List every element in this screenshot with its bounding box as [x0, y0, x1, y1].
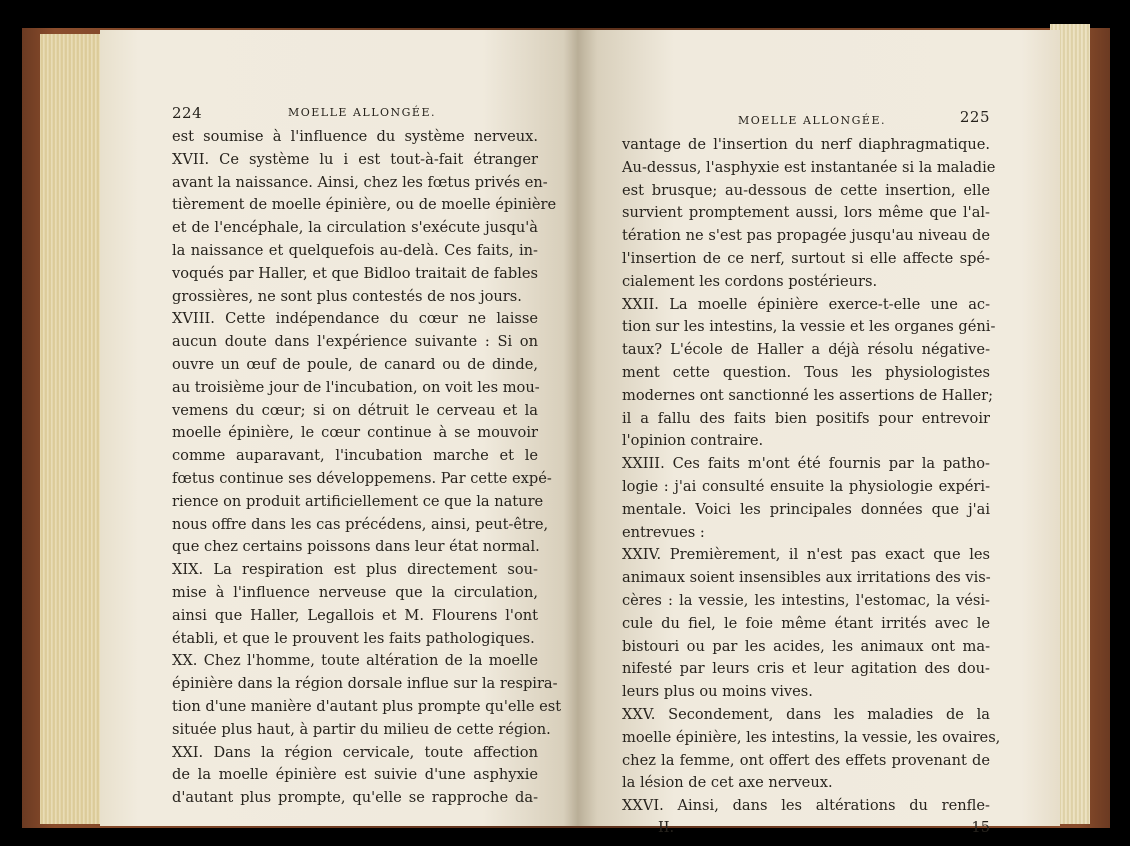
- text-line: survient promptement aussi, lors même que l'al-: [622, 204, 990, 222]
- text-line: entrevues :: [622, 523, 705, 541]
- text-line: moelle épinière, le cœur continue à se mouvoir: [172, 424, 538, 442]
- text-line: mise à l'influence nerveuse que la circulation,: [172, 583, 538, 601]
- text-line: tion sur les intestins, la vessie et les organes géni-: [622, 318, 996, 336]
- text-line: XXVI. Ainsi, dans les altérations du renfle-: [622, 797, 990, 815]
- text-line: XXIV. Premièrement, il n'est pas exact que les: [622, 546, 990, 564]
- text-line: nifesté par leurs cris et leur agitation des dou-: [622, 660, 990, 678]
- text-line: XXV. Secondement, dans les maladies de la: [622, 705, 990, 723]
- text-line: l'insertion de ce nerf, surtout si elle affecte spé-: [622, 249, 990, 267]
- text-line: fœtus continue ses développemens. Par cette expé-: [172, 469, 552, 487]
- text-line: tération ne s'est pas propagée jusqu'au niveau de: [622, 227, 990, 245]
- text-line: voqués par Haller, et que Bidloo traitait de fables: [172, 264, 538, 282]
- right-page-footer: [622, 819, 990, 841]
- text-line: épinière dans la région dorsale influe sur la respira-: [172, 675, 558, 693]
- text-line: chez la femme, ont offert des effets provenant de: [622, 751, 990, 769]
- text-line: ouvre un œuf de poule, de canard ou de dinde,: [172, 355, 538, 373]
- text-line: logie : j'ai consulté ensuite la physiologie expéri-: [622, 477, 990, 495]
- text-line: XXI. Dans la région cervicale, toute affection: [172, 743, 538, 761]
- text-line: taux? L'école de Haller a déjà résolu négative-: [622, 341, 990, 359]
- left-running-title: MOELLE ALLONGÉE.: [288, 106, 436, 119]
- text-line: l'opinion contraire.: [622, 432, 764, 450]
- right-page-header: [622, 108, 990, 134]
- left-page: [100, 30, 578, 826]
- text-line: moelle épinière, les intestins, la vessie, les ovaires,: [622, 728, 1001, 746]
- text-line: et de l'encéphale, la circulation s'exécute jusqu'à: [172, 219, 538, 237]
- text-line: est soumise à l'influence du système nerveux.: [172, 128, 538, 145]
- text-line: avant la naissance. Ainsi, chez les fœtus privés en-: [172, 173, 548, 191]
- text-line: animaux soient insensibles aux irritations des vis-: [622, 569, 991, 587]
- text-line: mentale. Voici les principales données que j'ai: [622, 500, 990, 518]
- text-line: d'autant plus prompte, qu'elle se rapproche da-: [172, 789, 538, 807]
- right-page-number: 225: [959, 108, 990, 126]
- text-line: XVII. Ce système lu i est tout-à-fait étranger: [172, 150, 538, 168]
- text-line: modernes ont sanctionné les assertions de Haller;: [622, 386, 994, 404]
- text-line: tièrement de moelle épinière, ou de moelle épinière: [172, 196, 557, 214]
- text-line: Au-dessus, l'asphyxie est instantanée si la maladie: [622, 158, 996, 176]
- text-line: comme auparavant, l'incubation marche et le: [172, 447, 538, 465]
- text-line: XIX. La respiration est plus directement sou-: [172, 561, 538, 579]
- text-line: XXII. La moelle épinière exerce-t-elle une ac-: [622, 295, 990, 313]
- text-line: cule du fiel, le foie même étant irrités avec le: [622, 614, 990, 632]
- signature-mark: II.: [658, 818, 675, 836]
- text-line: XXIII. Ces faits m'ont été fournis par la patho-: [622, 455, 990, 473]
- text-line: ment cette question. Tous les physiologistes: [622, 363, 990, 381]
- text-line: leurs plus ou moins vives.: [622, 683, 813, 701]
- text-line: tion d'une manière d'autant plus prompte qu'elle est: [172, 697, 562, 715]
- text-line: XVIII. Cette indépendance du cœur ne laisse: [172, 310, 538, 328]
- right-page: [578, 30, 1060, 836]
- text-line: grossières, ne sont plus contestés de nos jours.: [172, 287, 522, 305]
- right-running-title: MOELLE ALLONGÉE.: [738, 114, 886, 127]
- text-line: rience on produit artificiellement ce que la nature: [172, 492, 544, 510]
- text-line: il a fallu des faits bien positifs pour entrevoir: [622, 409, 990, 427]
- text-line: bistouri ou par les acides, les animaux ont ma-: [622, 637, 990, 655]
- text-line: la lésion de cet axe nerveux.: [622, 774, 833, 792]
- left-page-header: [172, 104, 538, 126]
- text-line: la naissance et quelquefois au-delà. Ces faits, in-: [172, 241, 538, 259]
- text-line: vemens du cœur; si on détruit le cerveau et la: [172, 401, 538, 419]
- text-line: de la moelle épinière est suivie d'une asphyxie: [172, 766, 538, 784]
- text-line: au troisième jour de l'incubation, on voit les mou-: [172, 378, 540, 396]
- right-page-text: [622, 134, 1001, 818]
- text-line: aucun doute dans l'expérience suivante : Si on: [172, 333, 538, 351]
- text-line: cialement les cordons postérieurs.: [622, 272, 878, 290]
- signature-number: 15: [971, 818, 990, 836]
- left-page-number: 224: [172, 104, 203, 122]
- left-page-text: [172, 126, 562, 810]
- text-line: située plus haut, à partir du milieu de cette région.: [172, 720, 551, 738]
- text-line: établi, et que le prouvent les faits pathologiques.: [172, 629, 535, 647]
- text-line: est brusque; au-dessous de cette insertion, elle: [622, 181, 990, 199]
- text-line: XX. Chez l'homme, toute altération de la moelle: [172, 652, 538, 670]
- text-line: que chez certains poissons dans leur état normal.: [172, 538, 540, 556]
- text-line: cères : la vessie, les intestins, l'estomac, la vési-: [622, 591, 990, 609]
- text-line: vantage de l'insertion du nerf diaphragmatique.: [622, 136, 990, 153]
- text-line: ainsi que Haller, Legallois et M. Flourens l'ont: [172, 606, 538, 624]
- text-line: nous offre dans les cas précédens, ainsi, peut-être,: [172, 515, 549, 533]
